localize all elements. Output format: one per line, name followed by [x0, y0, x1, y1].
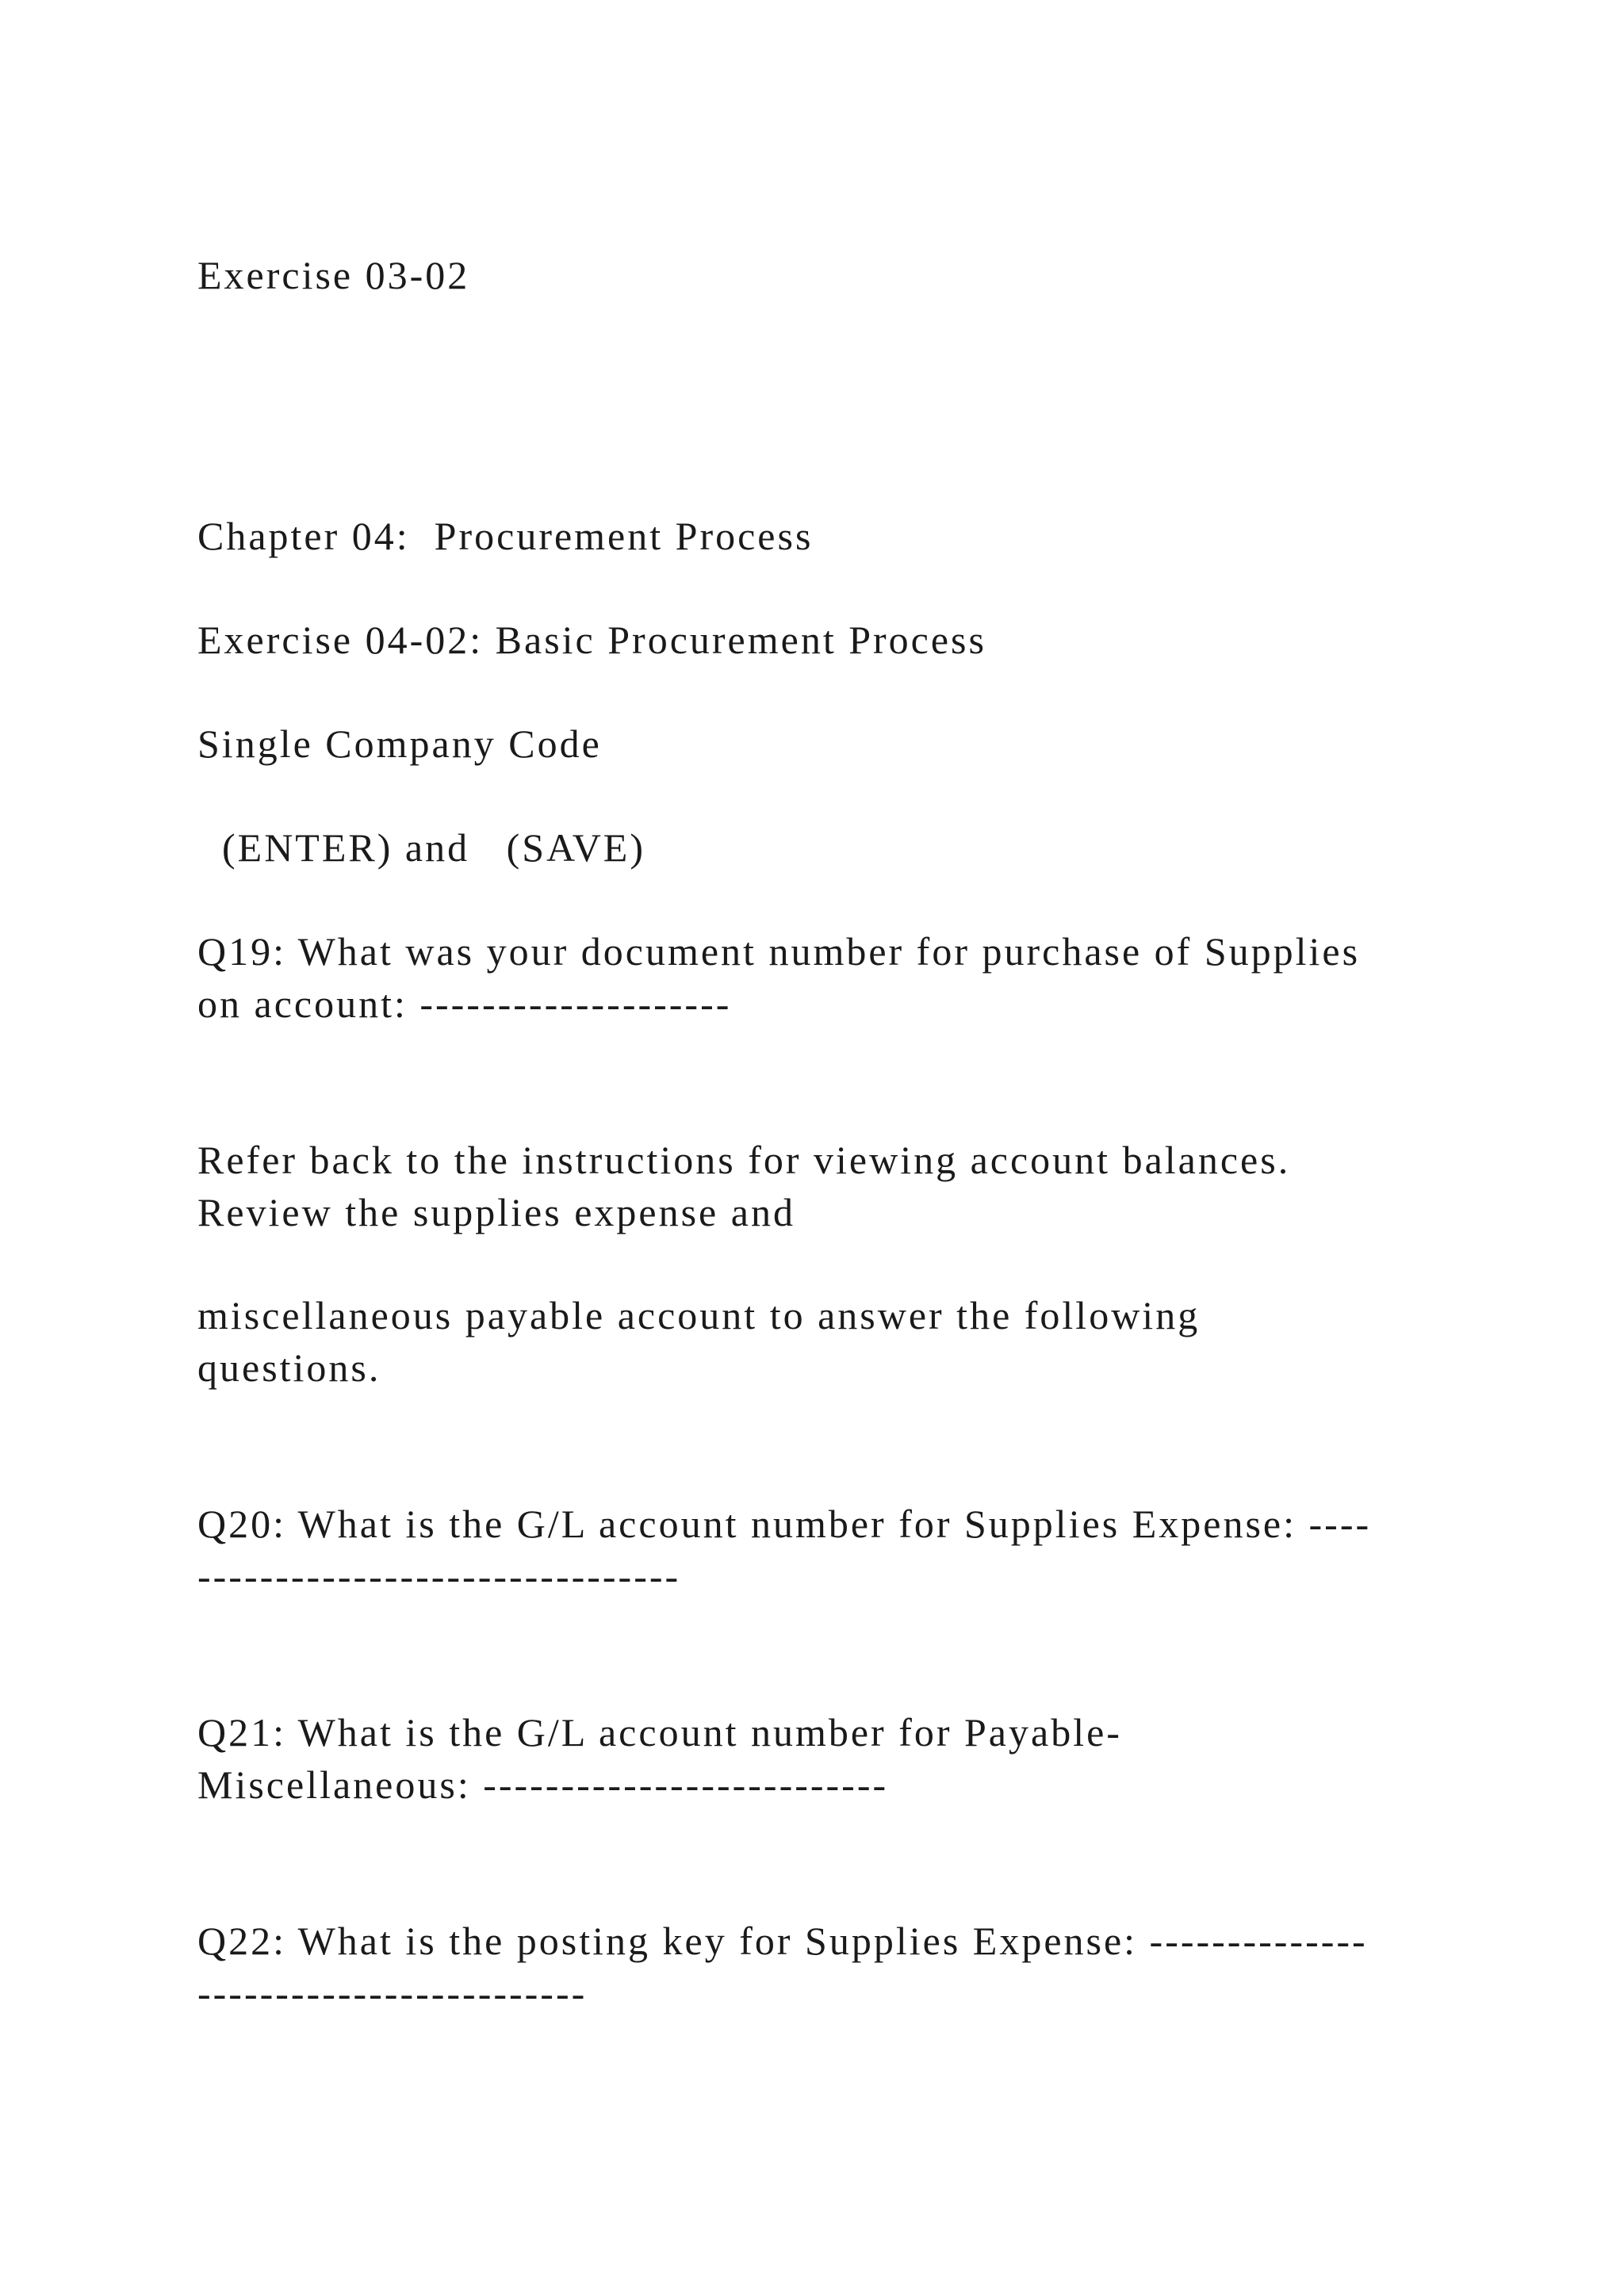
company-code-note: Single Company Code	[197, 721, 602, 766]
q20-line-1: Q20: What is the G/L account number for Supplies Expense: ----	[197, 1502, 1372, 1546]
q21-line-2: Miscellaneous: --------------------------	[197, 1762, 889, 1807]
instructions-line-4: questions.	[197, 1345, 381, 1390]
q19-line-2: on account: --------------------	[197, 982, 732, 1026]
q22-line-1: Q22: What is the posting key for Supplies Expense: --------------	[197, 1919, 1368, 1963]
exercise-title: Exercise 03-02	[197, 253, 470, 297]
chapter-heading: Chapter 04: Procurement Process	[197, 514, 814, 558]
q22-line-2: -------------------------	[197, 1971, 588, 2015]
instructions-line-2: Review the supplies expense and	[197, 1190, 795, 1234]
instructions-line-1: Refer back to the instructions for viewing account balances.	[197, 1138, 1291, 1182]
q19-line-1: Q19: What was your document number for purchase of Supplies	[197, 929, 1361, 974]
exercise-heading: Exercise 04-02: Basic Procurement Process	[197, 618, 986, 662]
enter-save-note: (ENTER) and (SAVE)	[197, 825, 645, 870]
instructions-line-3: miscellaneous payable account to answer the following	[197, 1293, 1201, 1337]
q21-line-1: Q21: What is the G/L account number for Payable-	[197, 1710, 1122, 1755]
q20-line-2: -------------------------------	[197, 1554, 681, 1598]
